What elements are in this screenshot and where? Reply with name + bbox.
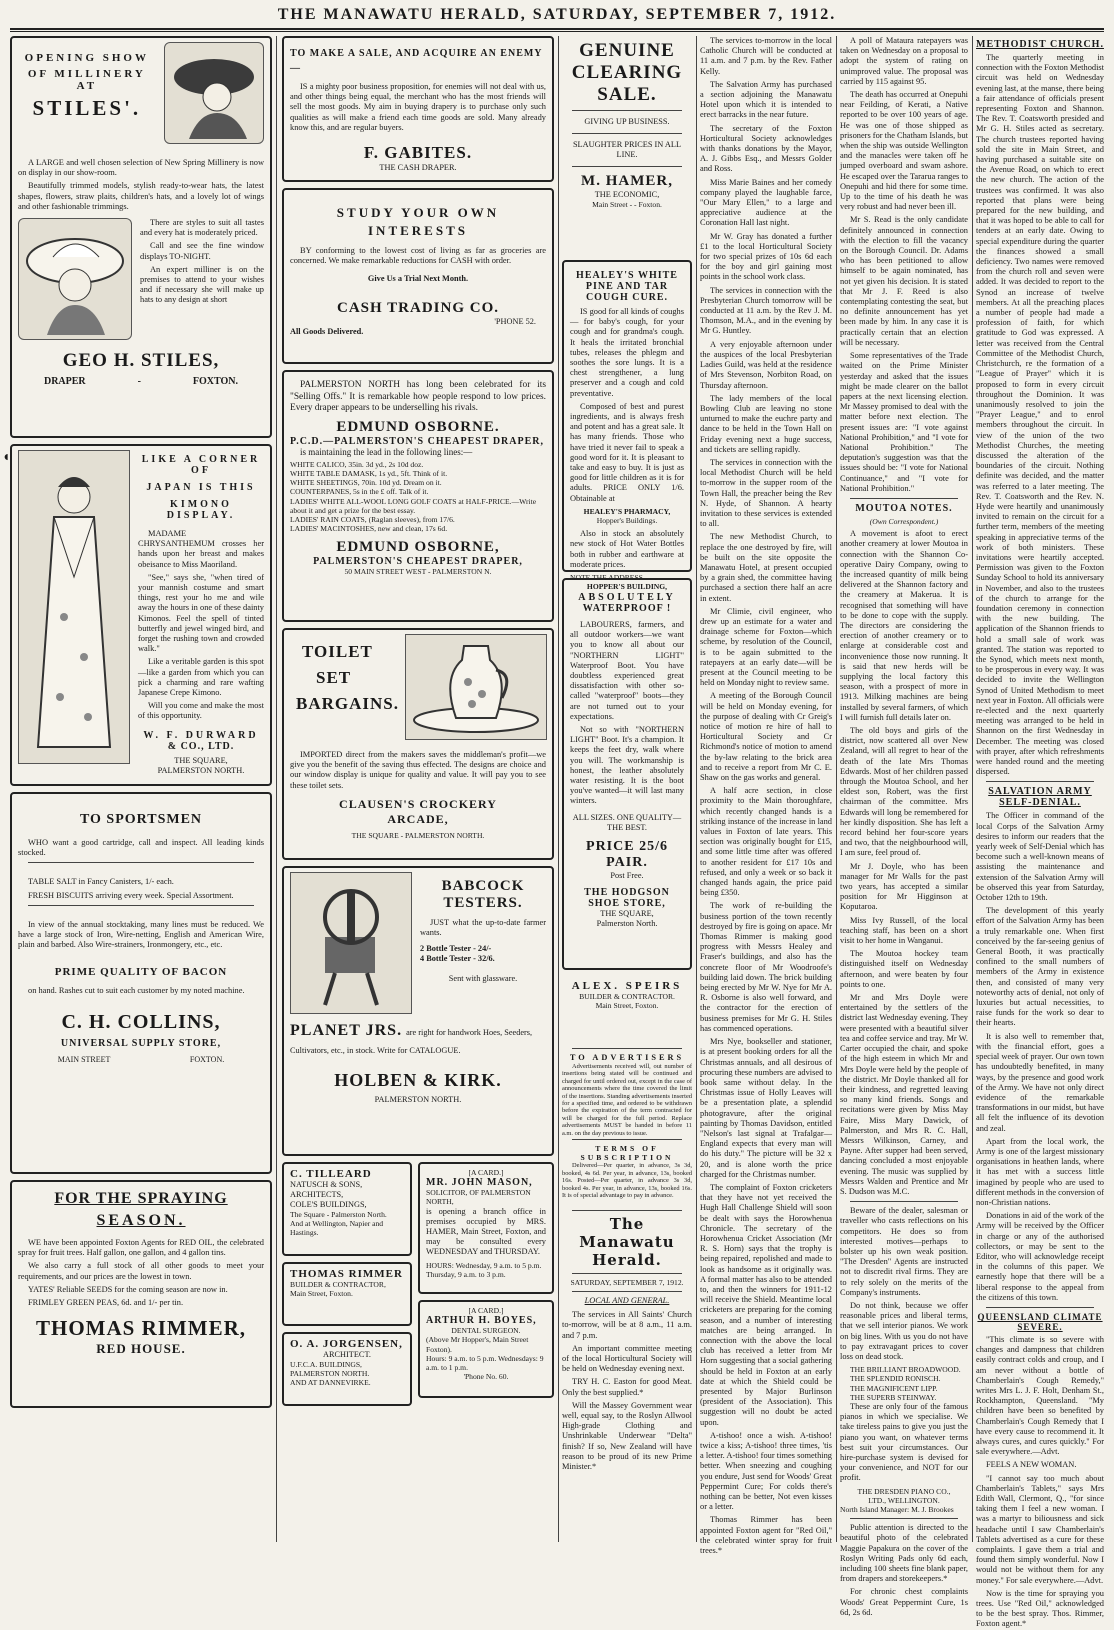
news-items-col4 [700, 36, 832, 1556]
ad-text: PALMERSTON NORTH has long been celebrated for its "Selling Offs." It is remarkable how people respond to low prices. Every draper appears to be underselling his rivals. [290, 380, 546, 413]
price-list-item: LADIES' MACINTOSHES, new and clean, 17s 6d. [290, 524, 448, 534]
news-paragraph: The services in connection with the local Methodist Church will be held to-morrow in the supper room of the Town Hall, the preacher being the Rev N. Hyde, of Shannon. A hearty invitation to these services is extended to all. [700, 457, 832, 529]
news-paragraph: A-tishoo! once a wish. A-tishoo! twice a kiss; A-tishoo! three times, 'tis a letter. A-tishoo! four times something better. When sneezing and coughing you endure, Just send for Woods' Great Peppermint Cure; For colds there's nothing can be better, Not even kisses or a letter. [700, 1430, 832, 1512]
article-byline: (Own Correspondent.) [869, 516, 939, 526]
article-heading: SALVATION ARMY SELF-DENIAL. [988, 786, 1092, 809]
ad-osborne [282, 370, 554, 622]
advertiser-address: THE SQUARE - PALMERSTON NORTH. [351, 830, 485, 840]
advertiser-address: The Square - Palmerston North. [290, 1210, 387, 1219]
news-paragraph: A very enjoyable afternoon under the auspices of the local Presbyterian Ladies Guild, was held at the residence of Mrs Stevenson, Norbiton Road, on Thursday afternoon. [700, 339, 832, 390]
ad-heading: COUGH CURE. [585, 292, 669, 303]
advertiser-subtitle: DENTAL SURGEON. [451, 1326, 521, 1336]
ad-text: WHO want a good cartridge, call and inspect. All leading kinds stocked. [18, 838, 264, 858]
ad-heading: WATERPROOF ! [582, 603, 672, 614]
advertiser-subtitle: SOLICITOR, OF PALMERSTON NORTH, [426, 1188, 531, 1207]
advertiser-address: Main Street, Foxton. [595, 1001, 659, 1011]
ad-text: WE have been appointed Foxton Agents for RED OIL, the celebrated spray for fruit trees. Half gallon, one gallon, and 4 gallon tins. [18, 1238, 264, 1258]
ad-heading: KIMONO DISPLAY. [166, 499, 236, 521]
column-divider [836, 36, 837, 1542]
advertiser-name: THOMAS RIMMER [290, 1268, 403, 1280]
advertiser-address: (Above Mr Hopper's, Main Street Foxton). [426, 1335, 529, 1354]
column-5 [840, 36, 968, 1617]
advertiser-name: LTD., WELLINGTON. [868, 1495, 940, 1505]
article-methodist [976, 53, 1104, 777]
advertiser-subtitle: P.C.D.—PALMERSTON'S CHEAPEST DRAPER, [290, 435, 544, 447]
advertiser-name: & CO., LTD. [167, 740, 235, 752]
advertiser-name: HEALEY'S PHARMACY, [583, 506, 671, 516]
advertiser-place: FOXTON. [192, 376, 238, 388]
news-paragraph: The complaint of Foxton cricketers that they have not yet received the Hugh Hall Challenge Shield will soon be dealt with says the Horowhenua Chronicle. The secretary of the Horowhenua Cricket Association (Mr R. S. Horn) says that the trophy is being repaired, repolished and made to look as handsome as it originally was. A formal matter has also to be attended to, and then the winners for 1911-12 will receive the Shield. Meantime local cricketers are preparing for the coming season, and a number of interesting matches are being arranged. In connection with the above the local club has received a letter from Mr Horn suggesting that a social gathering should be held in Foxton at an early date at which the Shield could be presented by Major Burlinson (president of the Association). This suggestion will no doubt be acted upon. [700, 1182, 832, 1427]
ad-hamer [562, 40, 692, 260]
piano-list-item: THE SUPERB STEINWAY. [850, 1392, 937, 1402]
advertiser-address: AND AT DANNEVIRKE. [290, 1378, 371, 1388]
ad-stiles [10, 36, 272, 438]
news-paragraph: Mr S. Read is the only candidate definitely announced in connection with the election to fill the vacancy on the Borough Council. Dr. Adams who has been petitioned to allow himself to be again nominated, has not yet given his decision. It is stated that Mr J. F. Reed is also contemplating contesting the seat, but no definite announcement has yet been made by him. In any case it is practically certain that an election will be necessary. [840, 215, 968, 347]
ad-text: These are only four of the famous pianos in which we specialise. We take tireless pains to give you just the piano you want, on whatever terms best suit your circumstances. Our hire-purchase system is devised for your convenience, and NOT for our profit. [840, 1402, 968, 1483]
ad-dresden [840, 1206, 968, 1618]
ad-text: Post Free. [610, 870, 644, 880]
news-paragraph: A meeting of the Borough Council will be held on Monday evening, for the purpose of dealing with Cr Greig's notice of motion re hire of hall to Horticultural Society and Cr Richmond's notice of motion to amend the by-law relating to the brick area and to receive a report from Mr C. E. Shaw on the gas works and general. [700, 691, 832, 783]
news-paragraph: "This climate is so severe with changes and dampness that children easily contract colds and croup, and I am never without a bottle of Chamberlain's Cough Remedy," writes Mrs L. J. F. Holt, Denham St., Rockhampton, Queensland. "My children have been so benefited by Chamberlain's Cough Remedy that I have every cause to recommend it. It always cures, and cures quickly." For sale everywhere.—Advt. [976, 1334, 1104, 1457]
news-paragraph: The Moutoa hockey team distinguished itself on Wednesday afternoon, and were beaten by four points to one. [840, 949, 968, 989]
page-edge-mark: ◖ [2, 450, 11, 465]
advertiser-phone: 'PHONE 52. [494, 317, 536, 327]
newspaper-nameplate: The Manawatu Herald. [579, 1215, 675, 1269]
ad-speirs [562, 976, 692, 1044]
advertiser-name: M. HAMER, [581, 173, 673, 189]
ad-text: Also in stock an absolutely new stock of Hot Water Bottles both in rubber and earthware at moderate prices. [570, 529, 684, 569]
news-paragraph: The Officer in command of the local Corps of the Salvation Army desires to inform our readers that the yearly week of Self-Denial which has become such a well-known means of assisting the maintenance and extension of the Salvation Army will be observed this year from Saturday, October 12th to 19th. [976, 811, 1104, 903]
price-list-item: LADIES' RAIN COATS, (Raglan sleeves), from 17/6. [290, 514, 455, 524]
column-divider [276, 36, 277, 1542]
news-paragraph: The old boys and girls of the district, now scattered all over New Zealand, will all regret to hear of the death of the late Mrs Thomas Edwards. Most of her children passed through the Moutoa School, and her eldest son, Robert, was the first chairman of the committee. Mrs Edwards will long be remembered for her kindly disposition. She has left a record behind her four-score years and two, that the neighbourhood will, I am sure, feel proud of. [840, 726, 968, 858]
ad-text: SLAUGHTER PRICES IN ALL LINE. [572, 140, 682, 159]
ad-heading: SET [316, 668, 352, 687]
pitcher-basin-illustration [405, 634, 547, 740]
ad-text: An expert milliner is on the premises to attend to your wishes and if necessary she will make up hats to any design at short [140, 264, 264, 305]
ad-text: ALL SIZES. ONE QUALITY—THE BEST. [572, 812, 682, 832]
lady-hat-illustration [164, 42, 264, 144]
news-paragraph: Thomas Rimmer has been appointed Foxton agent for "Red Oil," the celebrated winter spray for fruit trees.* [700, 1515, 832, 1556]
ad-heading: STUDY YOUR OWN INTERESTS [336, 205, 500, 238]
bonnet-illustration [18, 218, 132, 340]
notice-heading: TERMS OF SUBSCRIPTION [580, 1144, 674, 1163]
ad-spraying [10, 1180, 272, 1408]
ad-text: Will you come and make the most of this opportunity. [138, 701, 264, 721]
news-paragraph: The new Methodist Church, to replace the one destroyed by fire, will be built on the site opposite the Manawatu Hotel, at present occupied by a grain shed, the committee having purchased a section there half an acre in extent. [700, 532, 832, 603]
advertiser-address: U.F.C.A. BUILDINGS, PALMERSTON NORTH. [290, 1360, 370, 1379]
babcock-tester-illustration [290, 872, 412, 1014]
advertiser-footer: DRAPER - FOXTON. [43, 376, 238, 388]
advertiser-name: CASH TRADING CO. [337, 300, 499, 317]
advertiser-subtitle: BUILDER & CONTRACTOR, [290, 1280, 386, 1289]
news-paragraph: A poll of Mataura ratepayers was taken on Wednesday on a proposal to adopt the system of rating on unimproved value. The proposal was carried by 115 against 95. [840, 36, 968, 86]
section-heading: LOCAL AND GENERAL. [584, 1296, 670, 1306]
news-paragraph: A half acre section, in close proximity to the Main thoroughfare, which recently changed hands is a striking instance of the increase in land values in Foxton of late years. This section was originally bought for £15, and some little time after was offered to another resident for £17 10s and refused, and only a week or so back it changed hands again, the price paid being £350. [700, 786, 832, 898]
news-paragraph: Mr J. Doyle, who has been manager for Mr Walls for the past two years, has accepted a similar position for Mr Higginson at Koputaroa. [840, 861, 968, 912]
ad-text: FRESH BISCUITS arriving every week. Special Assortment. [28, 890, 234, 900]
ad-heading: STILES'. [32, 96, 142, 120]
price-list-item: LADIES' WHITE ALL-WOOL LONG GOLF COATS at HALF-PRICE.—Write about it and get a prize for the best essay. [290, 496, 537, 515]
advertiser-address: THE SQUARE, [600, 908, 654, 918]
news-items-col3 [562, 1310, 692, 1472]
ad-text: on hand. Rashes cut to suit each customer by my noted machine. [28, 986, 245, 996]
ad-text: GIVING UP BUSINESS. [584, 117, 670, 126]
advertiser-name: F. GABITES. [363, 143, 473, 163]
article-salvation [976, 811, 1104, 1303]
news-paragraph: Apart from the local work, the Army is one of the largest missionary organisations in heathen lands, where it has met with a success little imagined by people who are used to different methods in the conversion of non-Christian nations. [976, 1136, 1104, 1207]
advertiser-name: O. A. JORGENSEN, [290, 1338, 403, 1350]
column-divider [558, 36, 559, 1542]
ad-text: Like a veritable garden is this spot—like a garden from which you can pick a charming and rare wafting Japanese Crepe Kimono. [138, 657, 264, 698]
advertiser-name: EDMUND OSBORNE, [336, 539, 500, 556]
masthead-rule-2 [10, 31, 1104, 32]
notice-subscription [562, 1144, 692, 1206]
ad-heading: TO MAKE A SALE, AND ACQUIRE AN ENEMY — [290, 48, 543, 74]
news-paragraph: FEELS A NEW WOMAN. [986, 1460, 1077, 1470]
news-paragraph: Mr and Mrs Doyle were entertained by the settlers of the district last Wednesday evening. They were presented with a beautiful silver tea and coffee service and tray. Mr W. Carter occupied the chair, and spoke of the high esteem in which Mr and Mrs Doyle were held by the people of the district. Mr Doyle thanked all for their kindness, and regretted leaving so many kind friends. Songs and recitations were given by Miss May Faire, Miss Mary Dawick, of Palmerston, and Mrs R. C. Hall, Messrs Wilkinson, Carney, and Payne. After supper had been served, dancing concluded a most enjoyable evening. The music was supplied by Messrs Walden and Prentice and Mr S. Dudson was M.C. [840, 993, 968, 1196]
piano-list-item: THE BRILLIANT BROADWOOD. [850, 1365, 961, 1375]
advertiser-name: C. H. COLLINS, [61, 1010, 221, 1033]
column-divider [696, 36, 697, 1542]
news-paragraph: It is also well to remember that, with the financial effort, goes a special week of prayer. Our own town has undoubtedly benefited, in many ways, by the presence and good work of the Army. We have not only direct evidence of the remarkable transformations in our midst, but have all felt the influence of its devotion and zeal. [976, 1031, 1104, 1133]
news-paragraph: Miss Ivy Russell, of the local teaching staff, has been on a short visit to her home in Wanganui. [840, 915, 968, 946]
advertiser-role: DRAPER [43, 376, 86, 388]
notice-advertisers [562, 1053, 692, 1135]
news-paragraph: Now is the time for spraying you trees. Use "Red Oil," acknowledged to be the best spray. Thos. Rimmer, Foxton agent.* [976, 1588, 1104, 1629]
ad-text: NOTE THE ADDRESS— [570, 573, 651, 583]
notice-heading: TO ADVERTISERS [569, 1053, 685, 1062]
advertiser-name: CLAUSEN'S CROCKERY [339, 796, 497, 811]
piano-list-item: THE MAGNIFICENT LIPP. [850, 1383, 938, 1393]
news-paragraph: "I cannot say too much about Chamberlain's Tablets," says Mrs Edith Wall, Clermont, Q., "for since taking them I feel a new woman. I was a martyr to biliousness and sick headache until I saw Chamberlain's Tablets advertised as a cure for these complaints. I gave them a trial and found them simply wonderful. Now I would not be without them for any money." For sale everywhere.—Advt. [976, 1473, 1104, 1585]
advertiser-name: SHOE STORE, [588, 897, 666, 909]
price-list-item: WHITE CALICO, 35in. 3d yd., 2s 10d doz. [290, 459, 424, 469]
article-queensland [976, 1335, 1104, 1630]
advertiser-subtitle: ARCHITECT. [322, 1350, 371, 1359]
ad-text: There are styles to suit all tastes and every hat is moderately priced. [140, 218, 264, 238]
ad-heading: BABCOCK [441, 878, 525, 894]
ad-text: Beware of the dealer, salesman or traveller who casts reflections on his competitors. He does so from interested motives—perhaps to bolster up his own weak position. "The Dresden" Agents are instructed not to discredit rival firms. They are to rely solely on the merits of the Company's instruments. [840, 1206, 968, 1297]
ad-holben-kirk [282, 866, 554, 1156]
advertiser-address: And at Wellington, Napier and Hastings. [290, 1219, 384, 1238]
advertiser-subtitle: THE CASH DRAPER. [379, 163, 457, 173]
advertiser-name: THOMAS RIMMER, [36, 1316, 246, 1341]
advertiser-phone: 'Phone No. 60. [463, 1372, 509, 1382]
ad-text: BY conforming to the lowest cost of living as far as groceries are concerned. We make remarkable reductions for CASH with order. [290, 246, 546, 266]
article-heading: QUEENSLAND CLIMATE SEVERE. [977, 1311, 1103, 1332]
ad-text: YATES' Reliable SEEDS for the coming season are now in. [28, 1284, 228, 1294]
edition-date: SATURDAY, SEPTEMBER 7, 1912. [570, 1278, 684, 1287]
article-moutoa [840, 529, 968, 1197]
advertiser-town: PALMERSTON NORTH. [374, 1095, 462, 1104]
column-1 [10, 36, 272, 1542]
piano-list-item: THE SPLENDID RONISCH. [850, 1374, 941, 1384]
advertiser-name: ARCADE, [387, 811, 449, 826]
news-paragraph: Mrs Nye, bookseller and stationer, is at present booking orders for all the Christmas annuals, and all desirous of procuring these numbers are advised to book same without delay. In the Christmas issue of Holly Leaves will be a presentation plate, a splendid photogravure, after the original painting by Thomas Davidson, entitled "Nelson's last signal at Trafalgar—England expects that every man will do his duty." The picture will be 32 x 20, and is alone worth the price charged for the Christmas number. [700, 1037, 832, 1179]
ad-text: IMPORTED direct from the makers saves the middleman's profit—we give you the benefit of the saving thus effected. The designs are choice and our window display is unique for quality and value. It will pay you to see these toilet sets. [290, 750, 546, 790]
ad-heading: HEALEY'S WHITE [576, 270, 678, 281]
advertiser-address: 50 MAIN STREET WEST - PALMERSTON N. [344, 567, 492, 577]
column-4 [700, 36, 832, 1556]
news-paragraph: Some representatives of the Trade waited on the Prime Minister yesterday and asked that the issues might be made clearer on the ballot papers at the next licensing election. Mr Massey promised to deal with the matter before next election. The present issues are: "I vote against National Prohibition," and "I vote for National Prohibition." The deputation's suggestion was that the issues should be: "I vote for National Continuance," and "I vote for National Prohibition." [840, 351, 968, 493]
news-paragraph: A movement is afoot to erect another creamery at lower Moutoa in connection with the Shannon Co-operative Dairy Company, owing to the increased quantity of milk being delivered at the Shannon factory and the creamery at Makerua. It is recognised that something will have to be done to cope with the supply. The directors are considering the erection of another creamery or to enlarge at considerable cost and inconvenience those now running. It is said that new herds will be supplying the local factory this season, with a prospect of more in 1913. Milking machines are being installed by several farmers, of which I will furnish full details later on. [840, 529, 968, 722]
news-items-col5 [840, 36, 968, 494]
advertiser-name: W. F. DURWARD [143, 729, 259, 741]
card-tillaird [282, 1162, 412, 1256]
advertiser-subtitle: North Island Manager: M. J. Brookes [840, 1505, 954, 1515]
ad-heading: CLEARING [571, 62, 683, 83]
ad-heading: TESTERS. [443, 895, 523, 911]
ad-text: is opening a branch office in premises occupied by MRS. HAMER, Main Street, Foxton, and may be consulted every WEDNESDAY and THURSDAY. [426, 1206, 546, 1257]
ad-text: We also carry a full stock of all other goods to meet your requirements, and our prices are the lowest in town. [18, 1261, 264, 1281]
advertiser-address: HOPPER'S BUILDING, [586, 582, 668, 592]
card-label: [A CARD.] [468, 1306, 504, 1315]
ad-text: JUST what the up-to-date farmer wants. [420, 918, 546, 938]
advertiser-name: ARTHUR H. BOYES, [426, 1315, 537, 1327]
ad-durward [10, 444, 272, 786]
ad-text: Call and see the fine window displays TO-NIGHT. [140, 241, 264, 261]
ad-heading: PINE AND TAR [585, 281, 669, 292]
notice-text: Advertisements received will, out number of insertions being stated will be continued and charged for until ordered out, except in the case of announcements where the time covered the limit of the insertions. Standing advertisements inserted for a specified time, and ordered to be withdrawn before the expiration of the term contracted for will be charged for the full period. Replace advertisements MUST be handed in before 11 a.m. on the day previous to issue. [562, 1063, 692, 1137]
news-paragraph: Mr W. Gray has donated a further £1 to the local Horticultural Society for two special prizes of 10s 6d each for the boy and girl gaining most points in the school work class. [700, 231, 832, 282]
ad-text: FRIMLEY GREEN PEAS, 6d. and 1/- per tin. [28, 1298, 184, 1308]
advertiser-address: MAIN STREET [57, 1054, 111, 1064]
news-paragraph: The development of this yearly effort of the Salvation Army has been a truly remarkable one. When first conceived by the far-seeing genius of General Booth, it was practically confined to the small numbers of members of the Army in existence then, and consisted of many very noteworthy acts of denial, not only of luxuries but actual necessities, to raise funds for the work so dear to their hearts. [976, 906, 1104, 1028]
ad-healey [562, 260, 692, 592]
article-heading: MOUTOA NOTES. [855, 502, 953, 514]
news-paragraph: The work of re-building the business portion of the town recently destroyed by fire is going on apace. Mr Thomas Rimmer is making good progress with Messrs Healey and Fraser's buildings, and also has the concrete floor of Mr Woodroofe's building laid down. The brick building being erected by Mr W. Nye for Mr A. R. Osborne is also well forward, and the contractor for the erection of business premises for Mr G. H. Stiles has commenced operations. [700, 901, 832, 1033]
advertiser-address: Main Street - - Foxton. [592, 200, 662, 209]
advertiser-subtitle: NATUSCH & SONS, [290, 1180, 363, 1189]
ad-heading: GENUINE [579, 40, 675, 61]
price-label: PRICE 25/6 PAIR. [586, 838, 668, 870]
ad-text: IS a mighty poor business proposition, for enemies will not deal with us, and other things being equal, the merchant who has the most friends will sell the most goods. My aim in buying drapery is to purchase only such qualities as will make a friend each time goods are sold. Many already know this, and are regular buyers. [290, 82, 546, 132]
ad-heading: OPENING SHOW [24, 52, 149, 64]
card-boyes [418, 1300, 554, 1398]
ad-heading: SALE. [597, 84, 657, 105]
notice-text: Delivered—Per quarter, in advance, 3s 3d, booked, 4s 6d. Per year, in advance, 13s, booked 16s. Posted—Per quarter, in advance 3s 3d, booked 4s. Per year, in advance, 13s, booked 16s. It is of special advantage to pay in advance. [562, 1162, 692, 1200]
news-paragraph: Will the Massey Government wear well, equal say, to the Roslyn Allwool High-grade Clothing and Unshrinkable Underwear "Delta" finish? If so, New Zealand will have reason to be proud of its new Prime Minister.* [562, 1400, 692, 1472]
ad-text: For chronic chest complaints Woods' Great Peppermint Cure, 1s 6d, 2s 6d. [840, 1587, 968, 1617]
price-list-item: WHITE TABLE DAMASK, 1s yd., 5ft. Think of it. [290, 468, 448, 478]
advertiser-address: Hopper's Buildings. [596, 516, 658, 526]
advertiser-address: THE SQUARE, [174, 755, 228, 765]
news-paragraph: The secretary of the Foxton Horticultural Society acknowledges with thanks donations by the Mayor, A. J. Gibbs Esq., and Messrs Golder and Ross. [700, 123, 832, 174]
ad-heading: JAPAN IS THIS [146, 482, 256, 493]
ad-heading: TOILET [302, 642, 373, 661]
news-paragraph: The services in connection with the Presbyterian Church tomorrow will be conducted at 11 a.m. by the Rev J. M. Thomson, M.A., and in the evening by Mr G. Huntley. [700, 285, 832, 336]
news-paragraph: The death has occurred at Onepuhi near Feilding, of Kerati, a Native reported to be over 100 years of age. He was one of those shipped as prisoners for the Chatham Islands, but when the ship was outside Wellington and the manacles were taken off he jumped overboard and swam ashore. He escaped over the Tararua ranges to Onepuhi and hid there for some time. Up to the time of his death he was very robust and had never been ill. [840, 90, 968, 212]
advertiser-name: GEO H. STILES, [62, 350, 220, 372]
advertiser-name: MR. JOHN MASON, [426, 1177, 533, 1189]
ad-heading: LIKE A CORNER OF [141, 454, 261, 476]
advertiser-subtitle: RED HOUSE. [96, 1341, 186, 1357]
advertiser-subtitle: BUILDER & CONTRACTOR. [579, 992, 675, 1001]
advertiser-name: THE DRESDEN PIANO CO., [857, 1486, 951, 1496]
ad-text: Hours: 9 a.m. to 5 p.m. Wednesdays: 9 a.m. to 1 p.m. [426, 1353, 544, 1373]
news-paragraph: Miss Marie Baines and her comedy company played the laughable farce, "Our Mary Ellen," to a large and appreciative audience at the Coronation Hall last night. [700, 177, 832, 228]
news-paragraph: The Salvation Army has purchased a section adjoining the Manawatu Hotel upon which it is intended to erect barracks in the near future. [700, 79, 832, 120]
advertiser-address: Main Street, Foxton. [290, 1289, 353, 1299]
advertiser-town: FOXTON. [189, 1054, 225, 1064]
news-paragraph: Mr Climie, civil engineer, who drew up an estimate for a water and drainage scheme for Foxton—which scheme, by resolution of the Council, is to be again submitted to the ratepayers at an early date—will be present at the Council meeting to be held on Monday night to review same. [700, 606, 832, 688]
advertiser-subtitle: UNIVERSAL SUPPLY STORE, [60, 1037, 222, 1049]
ad-text: "See," says she, "when tired of your mannish costume and smart things, rest your ho me and wile away the hours in one of these dainty Kimonos. Feel the spell of tinted butterfly and jewel winged bird, and forget the rushing town and crowded walk." [138, 572, 264, 654]
ad-heading: TO SPORTSMEN [79, 812, 203, 827]
ad-text: In view of the annual stocktaking, many lines must be reduced. We have a large stock of Iron, Wire-netting, English and American Wire, plain and barbed. Also Wire-strainers, Ironmongery, etc., etc. [18, 919, 264, 950]
ad-heading: OF MILLINERY AT [27, 68, 146, 92]
advertiser-name: EDMUND OSBORNE. [336, 418, 500, 435]
card-rimmer [282, 1262, 412, 1326]
advertiser-town: Palmerston North. [596, 918, 658, 928]
advertiser-subtitle: COLE'S BUILDINGS, [290, 1200, 367, 1209]
ad-collins [10, 792, 272, 1174]
news-paragraph: Donations in aid of the work of the Army will be received by the Officer in charge or any of the authorised collectors, or may be sent to the Editor, who will acknowledge receipt in the columns of this paper. We earnestly hope that there will be a liberal response to the appeal from the citizens of this town. [976, 1211, 1104, 1302]
price-list-item: WHITE SHEETINGS, 70in. 10d yd. Dream on it. [290, 478, 442, 488]
price-list-item: 4 Bottle Tester - 32/6. [420, 954, 495, 964]
advertiser-subtitle: THE ECONOMIC, [594, 190, 660, 199]
ad-clausen [282, 628, 554, 860]
ad-heading: PLANET JRS. [290, 1022, 403, 1039]
price-list-item: COUNTERPANES, 5s in the £ off. Talk of it. [290, 487, 429, 497]
ad-text: LABOURERS, farmers, and all outdoor workers—we want you to know all about our "NORTHERN LIGHT" Waterproof Boot. You have doubtless experienced great dissatisfaction with other so-called "waterproof" boots—they are not turned out to your expectations. [570, 620, 684, 721]
news-paragraph: An important committee meeting of the local Horticultural Society will be held on Wednesday evening next. [562, 1343, 692, 1374]
masthead-rule [10, 28, 1104, 30]
advertiser-name: THE HODGSON [584, 886, 670, 898]
column-divider [972, 36, 973, 1542]
ad-text: Beautifully trimmed models, stylish ready-to-wear hats, the latest shapes, flowers, straw plaits, children's hats, and a lovely lot of wings and other fashionable trimmings. [18, 181, 264, 211]
card-mason [418, 1162, 554, 1294]
ad-heading: BARGAINS. [296, 694, 399, 713]
article-heading: METHODIST CHURCH. [976, 39, 1104, 50]
advertiser-name: HOLBEN & KIRK. [334, 1070, 502, 1090]
ad-text: All Goods Delivered. [290, 327, 364, 337]
column-3 [562, 36, 692, 1542]
ad-text: MADAME CHRYSANTHEMUM crosses her hands upon her breast and makes obeisance to Miss Maoriland. [138, 529, 264, 569]
column-6 [976, 36, 1104, 1629]
price-list-item: 2 Bottle Tester - 24/- [420, 944, 492, 954]
ad-text: Sent with glassware. [448, 974, 518, 984]
advertiser-name: C. TILLEARD [290, 1168, 372, 1180]
ad-text: are right for handwork Hoes, Seeders, Cultivators, etc., in stock. Write for CATALOGUE. [290, 1028, 533, 1055]
ad-text: Give Us a Trial Next Month. [367, 274, 469, 284]
masthead: THE MANAWATU HERALD, SATURDAY, SEPTEMBER 7, 1912. [277, 6, 837, 23]
news-paragraph: The quarterly meeting in connection with the Foxton Methodist circuit was held on Wednesday evening last, at the manse, there being a fair attendance of officials present representing Foxton and Shannon. The Rev. T. Coatsworth presided and Mr G. H. Stiles acted as secretary. The church trustees reported having sold the site in Main Street, and having purchased a suitable site on the Avenue Road, on which to erect the new church. The action of the trustees was confirmed. It was also reported that plans were being prepared for the new building, and that it was hoped to be able to call for tenders at an early date. Owing to special expenditure during the quarter the finances showed a small deficiency. Two names were removed from the church roll and seven were added. It was decided to report to the Synod an increase of twelve members. At all the preaching places a number of people had made a profession of faith, for which gratitude to God was expressed. A letter was received from the Central Committee of the Methodist Church, Christchurch, re the formation of a "League of Prayer" which it is proposed to form in every circuit throughout the Dominion. It was unanimously resolved to join the "Prayer League," and to enrol members throughout the circuit. In view of the union of the two Methodist Churches, the meeting discussed the alteration of the boundaries of the circuit. Nothing definite was decided, and the matter was referred to a later meeting. The Rev. T. Coatsworth and the Rev. N. Hyde were heartily and unanimously invited to remain on the circuit for a further term, members of the meeting speaking in appreciative terms of the work of both ministers. These invitations were heartily accepted. Permission was given to the Foxton Sunday School to hold its anniversary in November, and also to the trustees of the church to arrange for the foundation ceremony in connection with the new building. The application of the Shannon friends to hold a small sale of work was granted. The station was reported to the Synod, which meets next month, to be prosperous in every way. It was decided to invite the Wellington Synod of United Methodism to meet next year in Foxton. All officials were re-elected and the next quarterly meeting was arranged to be held in Shannon on the first Wednesday in December. The meeting was closed with prayer, after which refreshments were handed round and the meeting dispersed. [976, 53, 1104, 777]
ad-text: HOURS: Wednesday, 9 a.m. to 5 p.m. Thursday, 9 a.m. to 3 p.m. [426, 1260, 542, 1279]
column-2 [282, 36, 554, 1542]
ad-heading: ABSOLUTELY [578, 592, 676, 603]
ad-text: IS good for all kinds of coughs — for baby's cough, for your cough and for grandma's cough. It heals the irritated bronchial tubes, releases the phlegm and soothes the sore lungs. It is a chest strengthener, a lung preserver and a cough and cold preventative. [570, 307, 684, 398]
ad-text: Do not think, because we offer reasonable prices and liberal terms, that we sell interior pianos. We work on big lines. With us you do not have to pay extravagant prices to cover loss on dead stock. [840, 1300, 968, 1361]
news-paragraph: The services to-morrow in the local Catholic Church will be conducted at 11 a.m. and 7 p.m. by the Rev. Father Kelly. [700, 36, 832, 76]
news-paragraph: TRY H. C. Easton for good Meat. Only the best supplied.* [562, 1377, 692, 1397]
card-row [282, 1162, 554, 1412]
card-jorgensen [282, 1332, 412, 1406]
ad-text: A LARGE and well chosen selection of New Spring Millinery is now on display in our show-room. [18, 158, 264, 178]
advertiser-name: ALEX. SPEIRS [571, 980, 683, 992]
ad-text: Not so with "NORTHERN LIGHT" Boot. It's a champion. It keeps the feet dry, walk where you will. The workmanship is honest, the leather absolutely water resisting. It is the boot you've wanted—it will last many winters. [570, 725, 684, 806]
kimono-illustration [18, 450, 130, 764]
advertiser-town: PALMERSTON NORTH. [157, 765, 245, 775]
ad-heading: PRIME QUALITY OF BACON [54, 966, 228, 979]
card-label: [A CARD.] [468, 1168, 504, 1177]
ad-cash-trading [282, 188, 554, 364]
ad-text: is maintaining the lead in the following lines:— [300, 446, 473, 457]
ad-text: Public attention is directed to the beautiful photo of the celebrated Maggie Papakura on the cover of the Roslyn Writing Pads only 6d each, including 100 sheets fine blank paper, from drapers and storekeepers.* [840, 1523, 968, 1584]
ad-hodgson [562, 578, 692, 970]
advertiser-subtitle: ARCHITECTS, [290, 1190, 344, 1199]
news-paragraph: The services in All Saints' Church to-morrow, will be at 8 a.m., 11 a.m. and 7 p.m. [562, 1310, 692, 1340]
ad-text: TABLE SALT in Fancy Canisters, 1/- each. [28, 877, 174, 887]
ad-text: Composed of best and purest ingredients, and is always fresh and potent and has a great sale. It has many friends. Those who have tried it never fail to speak a good word for it. It is pleasant to take and easy to buy. It is just as good for little children as it is for adults. PRICE ONLY 1/6. Obtainable at [570, 401, 684, 503]
advertiser-subtitle: PALMERSTON'S CHEAPEST DRAPER, [313, 556, 523, 568]
ad-heading: FOR THE SPRAYING [54, 1190, 228, 1207]
ad-gabites [282, 36, 554, 182]
ad-heading: SEASON. [96, 1212, 186, 1229]
news-paragraph: The lady members of the local Bowling Club are leaving no stone unturned to make the euchre party and dance to be held in the Town Hall on Friday evening next a huge success, and tickets are selling rapidly. [700, 393, 832, 454]
